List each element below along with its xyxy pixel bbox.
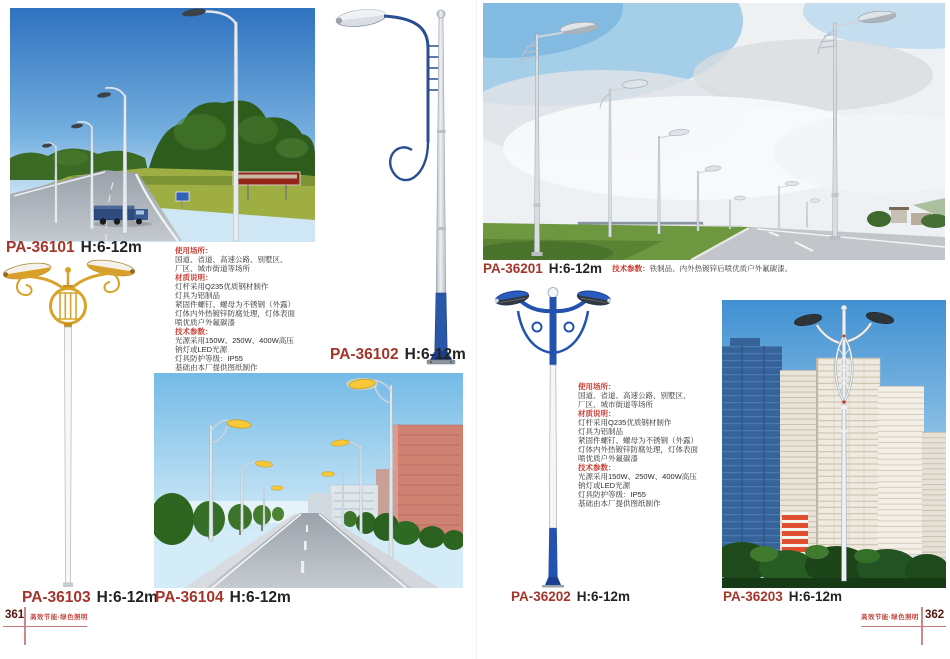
- spec-line: 灯具为铝制品: [578, 427, 623, 436]
- lamp-arm: [384, 16, 441, 180]
- spec-line: 喷优质户外氟碳漆: [175, 318, 235, 327]
- finial-ball: [548, 288, 558, 298]
- truck: [92, 206, 152, 227]
- page-number-right: 362: [925, 609, 945, 621]
- page-gutter-line: [476, 0, 477, 659]
- pole-shaft: [427, 10, 455, 364]
- spec-block-right: [578, 382, 738, 508]
- spec-line: 光源采用150W、250W、400W高压: [578, 472, 697, 481]
- spec-line: 光源采用150W、250W、400W高压: [175, 336, 294, 345]
- footer-slogan-left: 高效节能·绿色照明: [30, 614, 88, 621]
- product-code: PA-36101: [6, 239, 75, 256]
- spec-title-usage: 使用场所：: [175, 246, 213, 255]
- page-number-left: 361: [5, 609, 25, 621]
- pole-shaft: [64, 323, 73, 587]
- spec-line: 厂区、城市街道等场所: [175, 264, 250, 273]
- spec-line: 灯体内外热镀锌防腐处理，灯体表面: [175, 309, 295, 318]
- lamp-head: [335, 7, 387, 29]
- caption-pa36101: [6, 240, 142, 256]
- spec-title-material: 材质说明：: [578, 409, 616, 418]
- footer-underline: [3, 626, 87, 627]
- spec-line: 国道、省道、高速公路、别墅区、: [578, 391, 691, 400]
- spec-line: 基础由本厂提供图纸制作: [578, 499, 661, 508]
- spec-line: 紧固件螺钉、螺母为不锈钢（外露）: [578, 436, 698, 445]
- footer-slogan-right: 高效节能·绿色照明: [861, 614, 919, 621]
- product-code: PA-36201: [483, 261, 543, 276]
- spec-title-tech: 技术参数：: [175, 327, 213, 336]
- spec-line: 灯具防护等级：IP55: [578, 490, 646, 499]
- tech-note-text: 铁制品、内外热镀锌后喷优质户外氟碳漆。: [649, 264, 793, 273]
- spec-block-left: [175, 246, 335, 372]
- product-code: PA-36103: [22, 589, 91, 606]
- pole-drawing-pa36102: [330, 2, 465, 367]
- caption-pa36203: [723, 590, 842, 604]
- product-code: PA-36203: [723, 589, 783, 604]
- photo-pa36203-city-scene: [722, 300, 946, 588]
- spec-line: 国道、省道、高速公路、别墅区、: [175, 255, 288, 264]
- product-code: PA-36202: [511, 589, 571, 604]
- spec-line: 灯具为铝制品: [175, 291, 220, 300]
- spec-line: 厂区、城市街道等场所: [578, 400, 653, 409]
- spec-line: 灯体内外热镀锌防腐处理，灯体表面: [578, 445, 698, 454]
- product-height: H:6-12m: [80, 239, 142, 256]
- footer-underline: [861, 626, 946, 627]
- photo-pa36104-avenue-scene: [154, 373, 463, 588]
- caption-pa36102: [330, 347, 466, 363]
- tech-note: [612, 264, 792, 273]
- ring-ornament: [51, 285, 86, 324]
- photo-pa36101-highway-scene: [10, 8, 315, 242]
- product-height: H:6-12m: [96, 589, 158, 606]
- product-code: PA-36104: [155, 589, 224, 606]
- spec-line: 钠灯或LED光源: [578, 481, 631, 490]
- top-tube: [550, 297, 557, 365]
- product-height: H:6-12m: [404, 346, 466, 363]
- product-height: H:6-12m: [229, 589, 291, 606]
- lamp-arms: [17, 273, 119, 295]
- spec-line: 紧固件螺钉、螺母为不锈钢（外露）: [175, 300, 295, 309]
- spec-line: 基础由本厂提供图纸制作: [175, 363, 258, 372]
- spec-title-usage: 使用场所：: [578, 382, 616, 391]
- spec-line: 钠灯或LED光源: [175, 345, 228, 354]
- product-code: PA-36102: [330, 346, 399, 363]
- spec-line: 灯具防护等级：IP55: [175, 354, 243, 363]
- pole-shaft: [542, 365, 564, 588]
- caption-pa36202: [511, 590, 630, 604]
- spec-title-tech: 技术参数：: [578, 463, 616, 472]
- tech-note-label: 技术参数：: [612, 264, 650, 273]
- product-height: H:6-12m: [576, 589, 631, 604]
- product-height: H:6-12m: [788, 589, 843, 604]
- pole-drawing-pa36103: [0, 255, 150, 588]
- caption-pa36104: [155, 590, 291, 606]
- caption-pa36103: [22, 590, 158, 606]
- product-height: H:6-12m: [548, 261, 603, 276]
- finial-ball: [65, 267, 71, 273]
- spec-title-material: 材质说明：: [175, 273, 213, 282]
- spec-line: 喷优质户外氟碳漆: [578, 454, 638, 463]
- caption-pa36201: [483, 262, 792, 276]
- spec-line: 灯杆采用Q235优质钢材制作: [175, 282, 269, 291]
- photo-pa36201-road-scene: [483, 3, 945, 260]
- spec-line: 灯杆采用Q235优质钢材制作: [578, 418, 672, 427]
